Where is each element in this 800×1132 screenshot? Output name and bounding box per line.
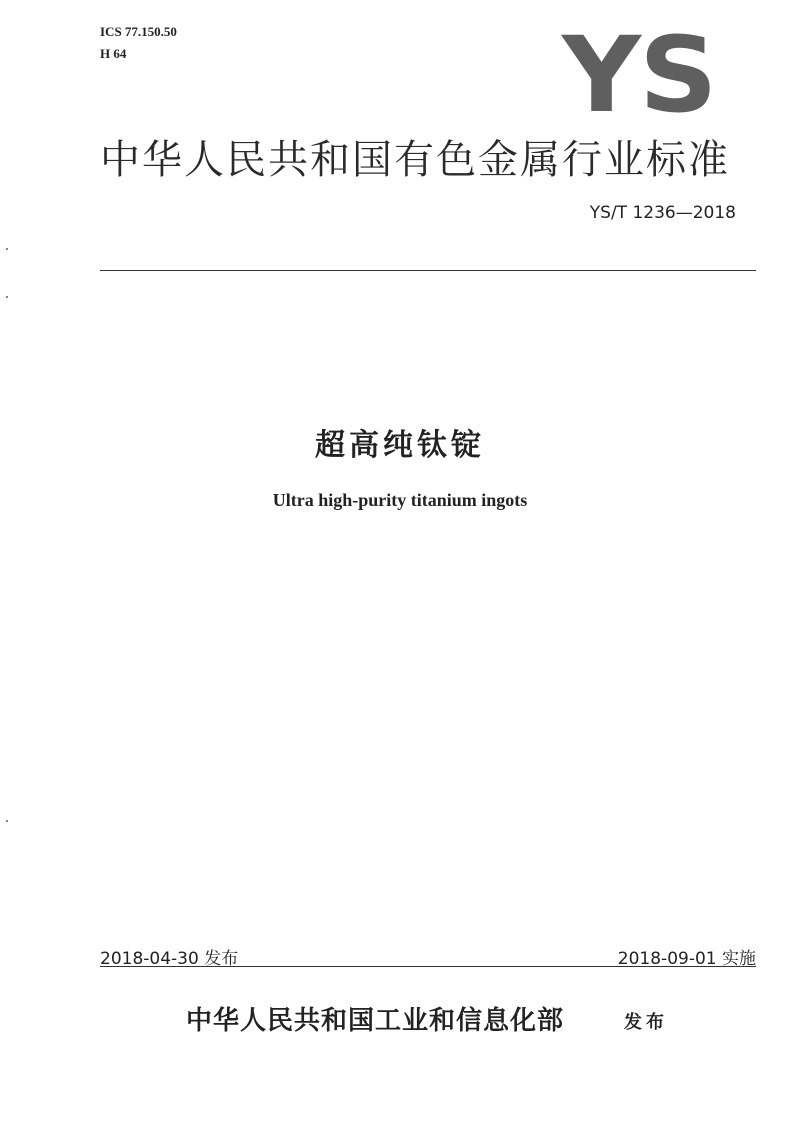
issuer-name: 中华人民共和国工业和信息化部 <box>186 1006 565 1036</box>
issuer-suffix: 发布 <box>624 1012 668 1033</box>
ys-logo: YS <box>562 14 716 136</box>
document-title-cn: 超高纯钛锭 <box>315 428 485 463</box>
scan-speck <box>6 248 8 250</box>
scan-speck <box>6 820 8 822</box>
publish-date: 2018-04-30 发布 <box>100 949 239 969</box>
standard-title: 中华人民共和国有色金属行业标准 <box>100 137 730 183</box>
document-title-en: Ultra high-purity titanium ingots <box>272 490 528 510</box>
scan-speck <box>6 296 8 298</box>
classification-code: H 64 <box>100 46 127 61</box>
bottom-divider <box>100 966 756 967</box>
implementation-date: 2018-09-01 实施 <box>617 949 756 969</box>
top-divider <box>100 270 756 271</box>
standard-code: YS/T 1236—2018 <box>589 203 736 223</box>
ics-code: ICS 77.150.50 <box>100 24 177 39</box>
